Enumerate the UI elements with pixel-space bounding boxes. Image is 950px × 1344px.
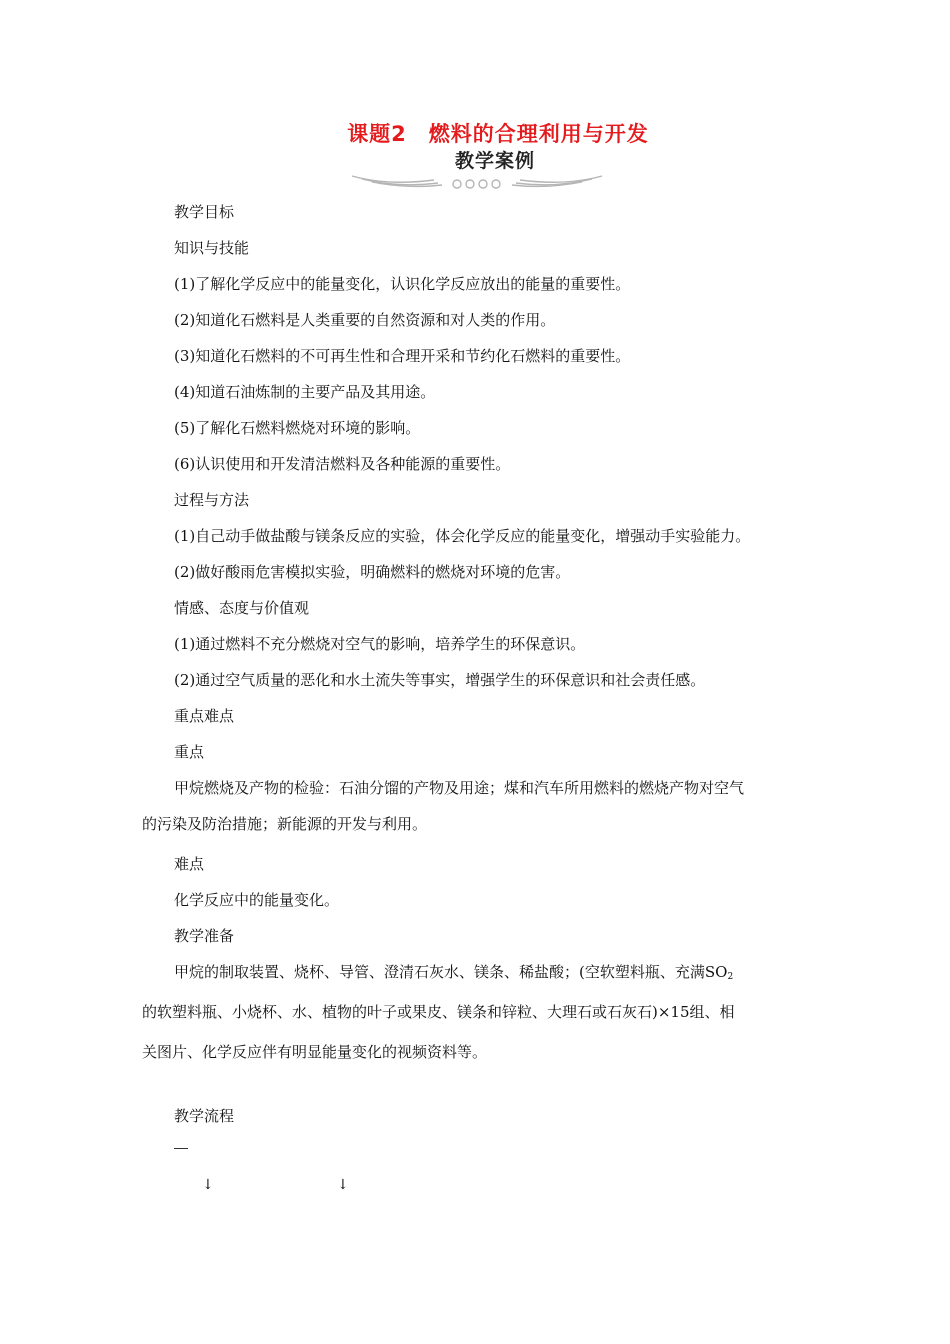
process-item: (1)自己动手做盐酸与镁条反应的实验，体会化学反应的能量变化，增强动手实验能力。 xyxy=(174,527,751,545)
knowledge-item: (6)认识使用和开发清洁燃料及各种能源的重要性。 xyxy=(174,455,511,473)
down-arrow-icon: ↓ xyxy=(337,1177,349,1193)
flow-dash xyxy=(174,1148,188,1149)
subheading-process: 过程与方法 xyxy=(174,491,250,509)
difficulty-text: 化学反应中的能量变化。 xyxy=(174,891,340,909)
section-heading-preparation: 教学准备 xyxy=(174,927,235,945)
preparation-text-line1-main: 甲烷的制取装置、烧杯、导管、澄清石灰水、镁条、稀盐酸；(空软塑料瓶、充满SO xyxy=(174,963,728,981)
knowledge-item: (1)了解化学反应中的能量变化，认识化学反应放出的能量的重要性。 xyxy=(174,275,631,293)
subheading-emotion: 情感、态度与价值观 xyxy=(174,599,310,617)
preparation-text-line1 xyxy=(174,961,733,988)
emotion-item: (1)通过燃料不充分燃烧对空气的影响，培养学生的环保意识。 xyxy=(174,635,586,653)
page-subtitle: 教学案例 xyxy=(454,150,535,172)
knowledge-item: (4)知道石油炼制的主要产品及其用途。 xyxy=(174,383,436,401)
focus-text-line2: 的污染及防治措施；新能源的开发与利用。 xyxy=(142,815,428,833)
emotion-item: (2)通过空气质量的恶化和水土流失等事实，增强学生的环保意识和社会责任感。 xyxy=(174,671,706,689)
subheading-difficulty: 难点 xyxy=(174,855,205,873)
title-ornament xyxy=(348,168,606,190)
section-heading-key-points: 重点难点 xyxy=(174,707,235,725)
subheading-focus: 重点 xyxy=(174,743,205,761)
knowledge-item: (5)了解化石燃料燃烧对环境的影响。 xyxy=(174,419,421,437)
process-item: (2)做好酸雨危害模拟实验，明确燃料的燃烧对环境的危害。 xyxy=(174,563,571,581)
focus-text-line1: 甲烷燃烧及产物的检验：石油分馏的产物及用途；煤和汽车所用燃料的燃烧产物对空气 xyxy=(174,779,745,797)
subscript-2: 2 xyxy=(727,972,734,982)
page-title: 课题2 燃料的合理利用与开发 xyxy=(347,122,649,146)
subheading-knowledge: 知识与技能 xyxy=(174,239,250,257)
preparation-text-line3: 关图片、化学反应伴有明显能量变化的视频资料等。 xyxy=(142,1043,488,1061)
section-heading-goals: 教学目标 xyxy=(174,203,235,221)
knowledge-item: (3)知道化石燃料的不可再生性和合理开采和节约化石燃料的重要性。 xyxy=(174,347,631,365)
preparation-text-line2: 的软塑料瓶、小烧杯、水、植物的叶子或果皮、镁条和锌粒、大理石或石灰石)×15组、相 xyxy=(142,1003,735,1021)
knowledge-item: (2)知道化石燃料是人类重要的自然资源和对人类的作用。 xyxy=(174,311,556,329)
down-arrow-icon: ↓ xyxy=(202,1177,214,1193)
section-heading-flow: 教学流程 xyxy=(174,1107,235,1125)
